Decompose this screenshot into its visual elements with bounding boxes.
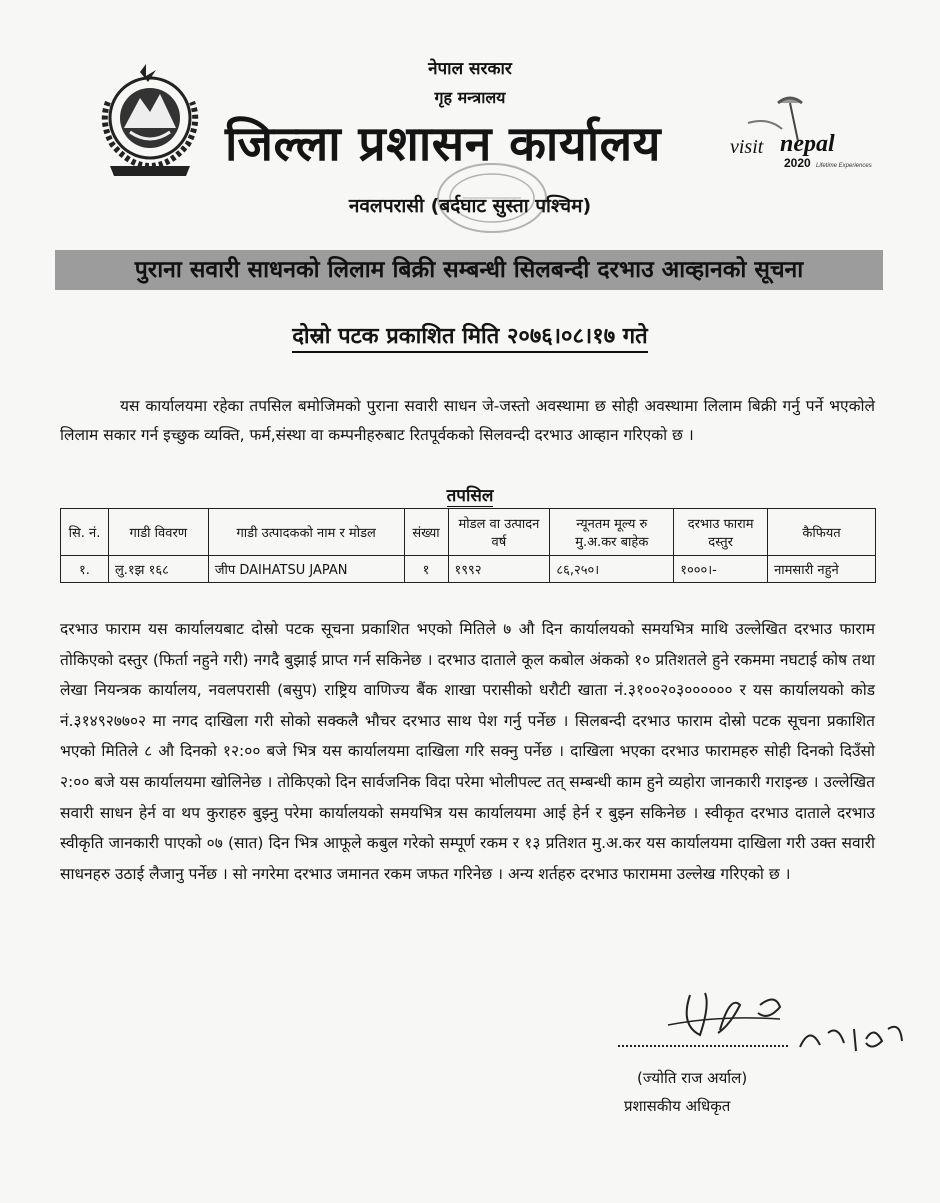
handwritten-signature <box>660 985 910 1075</box>
cell-model-year: १९९२ <box>448 556 550 583</box>
publication-date-text: दोस्रो पटक प्रकाशित मिति २०७६।०८।१७ गते <box>292 324 647 353</box>
cell-remarks: नामसारी नहुने <box>768 556 876 583</box>
notice-title-banner: पुराना सवारी साधनको लिलाम बिक्री सम्बन्धी सिलबन्दी दरभाउ आव्हानको सूचना <box>55 250 883 290</box>
visit-logo-brand: nepal <box>780 131 835 157</box>
terms-paragraph: दरभाउ फाराम यस कार्यालयबाट दोस्रो पटक सूचना प्रकाशित भएको मितिले ७ औ दिन कार्यालयको समयभित्र माथि उल्लेखित दरभाउ फाराम तोकिएको दस्तुर (फिर्ता नहुने गरी) नगदै बुझाई प्राप्त गर्न सकिनेछ । दरभाउ दाताले कूल कबोल अंकको १० प्रतिशतले हुने रकममा नघटाई कोष तथा लेखा नियन्त्रक कार्यालय, नवलपरासी (बसुप) राष्ट्रिय वाणिज्य बैंक शाखा परासीको धरौटी खाता नं.३१००२०३०००००० र यस कार्यालयको कोड नं.३१४९२७७०२ मा नगद दाखिला गरी सोको सक्कलै भौचर दरभाउ साथ पेश गर्नु पर्नेछ । सिलबन्दी दरभाउ फाराम दोस्रो पटक सूचना प्रकाशित भएको मितिले ८ औ दिनको १२:०० बजे भित्र यस कार्यालयमा दाखिला गरि सक्नु पर्नेछ । दाखिला भएका दरभाउ फारामहरु सोही दिनको दिउँसो २:०० बजे यस कार्यालयमा खोलिनेछ । तोकिएको दिन सार्वजनिक विदा परेमा भोलीपल्ट तत् सम्बन्धी काम हुने व्यहोरा जानकारी गराइन्छ । उल्लेखित सवारी साधन हेर्न वा थप कुराहरु बुझ्नु परेमा कार्यालयको समयभित्र यस कार्यालयमा आई हेर्न र बुझ्न सकिनेछ । स्वीकृत दरभाउ दाताले दरभाउ स्वीकृति जानकारी पाएको ०७ (सात) दिन भित्र आफूले कबुल गरेको सम्पूर्ण रकम र १३ प्रतिशत मु.अ.कर यस कार्यालयमा दाखिला गरी उक्त सवारी साधनहरु उठाई लैजानु पर्नेछ । सो नगरेमा दरभाउ जमानत रकम जफत गरिनेछ । अन्य शर्तहरु दरभाउ फाराममा उल्लेख गरिएको छ । <box>60 620 875 883</box>
header-quantity: संख्या <box>404 509 448 556</box>
cell-manufacturer-model: जीप DAIHATSU JAPAN <box>208 556 404 583</box>
schedule-title-text: तपसिल <box>446 486 494 506</box>
signature-line <box>618 1045 788 1047</box>
schedule-title <box>0 483 940 506</box>
publication-date <box>0 320 940 350</box>
intro-paragraph: यस कार्यालयमा रहेका तपसिल बमोजिमको पुराना सवारी साधन जे-जस्तो अवस्थामा छ सोही अवस्थामा लिलाम बिक्री गर्नु पर्ने भएकोले लिलाम सकार गर्न इच्छुक व्यक्ति, फर्म,संस्था वा कम्पनीहरुबाट रितपूर्वकको सिलवन्दी दरभाउ आव्हान गरिएको छ । <box>60 397 875 444</box>
cell-minimum-price: ८६,२५०। <box>550 556 674 583</box>
office-title: जिल्ला प्रशासन कार्यालय <box>225 116 662 172</box>
header-remarks: कैफियत <box>768 509 876 556</box>
government-name: नेपाल सरकार <box>428 59 512 79</box>
district-name: नवलपरासी (बर्दघाट सुस्ता पश्चिम) <box>348 195 592 217</box>
header-manufacturer-model: गाडी उत्पादकको नाम र मोडल <box>208 509 404 556</box>
vehicle-schedule-table <box>60 508 876 583</box>
cell-form-fee: १०००।- <box>674 556 768 583</box>
header-vehicle-detail: गाडी विवरण <box>108 509 208 556</box>
cell-vehicle-detail: लु.१झ १६८ <box>108 556 208 583</box>
table-header-row <box>61 509 876 556</box>
visit-nepal-logo <box>728 95 878 175</box>
signatory-title: प्रशासकीय अधिकृत <box>624 1097 731 1115</box>
ministry-name: गृह मन्त्रालय <box>434 88 506 107</box>
header-minimum-price: न्यूनतम मूल्य रु मु.अ.कर बाहेक <box>550 509 674 556</box>
header-model-year: मोडल वा उत्पादन वर्ष <box>448 509 550 556</box>
visit-logo-visit: visit <box>730 136 764 158</box>
cell-quantity: १ <box>404 556 448 583</box>
visit-logo-year: 2020 <box>784 156 811 170</box>
table-row <box>61 556 876 583</box>
header-serial: सि. नं. <box>61 509 109 556</box>
cell-serial: १. <box>61 556 109 583</box>
header-form-fee: दरभाउ फाराम दस्तुर <box>674 509 768 556</box>
signatory-name: (ज्योति राज अर्याल) <box>637 1069 748 1087</box>
nepal-government-emblem-icon <box>90 62 210 180</box>
visit-logo-tagline: Lifetime Experiences <box>816 163 872 169</box>
